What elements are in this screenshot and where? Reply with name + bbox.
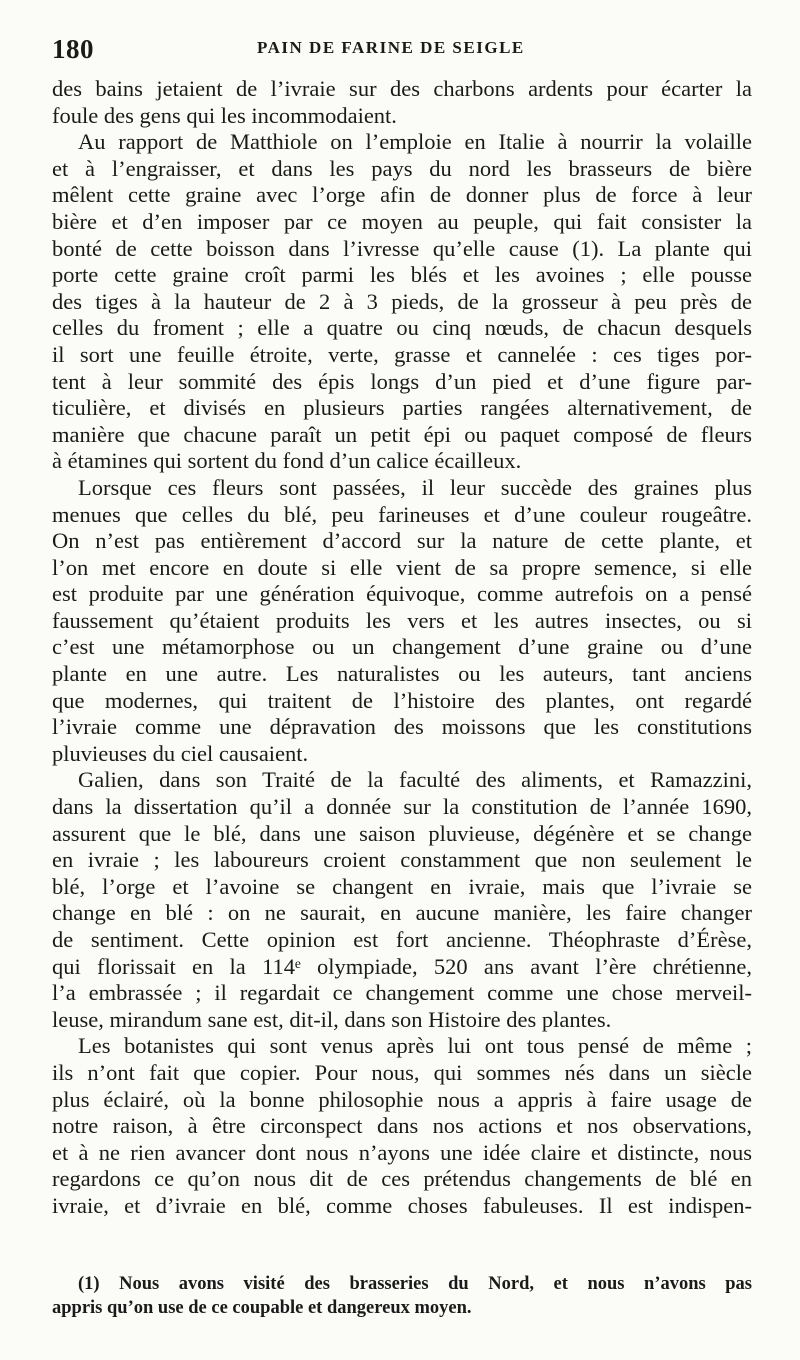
text-line: blé, l’orge et l’avoine se changent en ivraie, mais que l’ivraie se <box>52 873 752 899</box>
text-line: dans la dissertation qu’il a donnée sur la constitution de l’année 1690, <box>52 794 752 820</box>
text-line: porte cette graine croît parmi les blés et les avoines ; elle pousse <box>52 262 752 288</box>
text-line: On n’est pas entièrement d’accord sur la nature de cette plante, et <box>52 528 752 554</box>
text-line: de sentiment. Cette opinion est fort ancienne. Théophraste d’Érèse, <box>52 927 752 952</box>
text-line: c’est une métamorphose ou un changement d’une graine ou d’une <box>52 634 752 660</box>
body-text <box>52 76 752 1220</box>
text-line: mêlent cette graine avec l’orge afin de donner plus de force à leur <box>52 182 752 208</box>
text-line: à étamines qui sortent du fond d’un calice écailleux. <box>52 448 522 474</box>
text-line: Galien, dans son Traité de la faculté des aliments, et Ramazzini, <box>78 767 752 793</box>
text-line: assurent que le blé, dans une saison pluvieuse, dégénère et se change <box>52 820 752 846</box>
text-line: Lorsque ces fleurs sont passées, il leur succède des graines plus <box>78 474 752 500</box>
footnote-line: (1) Nous avons visité des brasseries du Nord, et nous n’avons pas <box>78 1274 752 1294</box>
text-line: des tiges à la hauteur de 2 à 3 pieds, de la grosseur à peu près de <box>52 288 752 314</box>
text-line: est produite par une génération équivoque, comme autrefois on a pensé <box>52 581 752 607</box>
text-line: leuse, mirandum sane est, dit-il, dans son Histoire des plantes. <box>52 1006 612 1032</box>
text-line: et à l’engraisser, et dans les pays du nord les brasseurs de bière <box>52 155 752 181</box>
text-line: que modernes, qui traitent de l’histoire des plantes, ont regardé <box>52 687 752 713</box>
text-line: tent à leur sommité des épis longs d’un pied et d’une figure par- <box>52 368 752 394</box>
page-number: 180 <box>52 34 94 64</box>
footnotes <box>52 1272 752 1320</box>
text-line: plante en une autre. Les naturalistes ou les auteurs, tant anciens <box>52 661 752 687</box>
text-line: menues que celles du blé, peu farineuses et d’une couleur rougeâtre. <box>52 501 752 527</box>
text-line: Au rapport de Matthiole on l’emploie en Italie à nourrir la volaille <box>78 129 752 155</box>
text-line: l’ivraie comme une dépravation des moissons que les constitutions <box>52 714 752 740</box>
text-line: ils n’ont fait que copier. Pour nous, qui sommes nés dans un siècle <box>52 1059 752 1085</box>
text-line: plus éclairé, où la bonne philosophie nous a appris à faire usage de <box>52 1086 752 1112</box>
text-line: pluvieuses du ciel causaient. <box>52 740 309 766</box>
text-line: regardons ce qu’on nous dit de ces prétendus changements de blé en <box>52 1166 752 1192</box>
text-line: en ivraie ; les laboureurs croient constamment que non seulement le <box>52 847 752 873</box>
text-line: qui florissait en la 114ᵉ olympiade, 520 ans avant l’ère chrétienne, <box>52 953 752 979</box>
text-line: faussement qu’étaient produits les vers et les autres insectes, ou si <box>52 607 752 633</box>
text-line: l’a embrassée ; il regardait ce changement comme une chose merveil- <box>52 980 752 1006</box>
text-line: notre raison, à être circonspect dans nos actions et nos observations, <box>52 1113 752 1139</box>
text-line: manière que chacune paraît un petit épi ou paquet composé de fleurs <box>52 421 752 447</box>
text-line: ticulière, et divisés en plusieurs parties rangées alternativement, de <box>52 395 752 421</box>
footnote-line: appris qu’on use de ce coupable et dangereux moyen. <box>52 1298 472 1318</box>
running-head <box>52 34 752 64</box>
text-line: foule des gens qui les incommodaient. <box>52 102 397 128</box>
text-line: Les botanistes qui sont venus après lui ont tous pensé de même ; <box>78 1033 752 1059</box>
text-line: celles du froment ; elle a quatre ou cinq nœuds, de chacun desquels <box>52 315 752 341</box>
text-line: il sort une feuille étroite, verte, grasse et cannelée : ces tiges por- <box>52 341 752 367</box>
text-line: et à ne rien avancer dont nous n’ayons une idée claire et distincte, nous <box>52 1139 752 1165</box>
text-line: des bains jetaient de l’ivraie sur des charbons ardents pour écarter la <box>52 76 752 101</box>
text-line: ivraie, et d’ivraie en blé, comme choses fabuleuses. Il est indispen- <box>52 1192 752 1218</box>
text-line: bonté de cette boisson dans l’ivresse qu’elle cause (1). La plante qui <box>52 235 752 261</box>
text-line: bière et d’en imposer par ce moyen au peuple, qui fait consister la <box>52 208 752 234</box>
text-line: l’on met encore en doute si elle vient de sa propre semence, si elle <box>52 554 752 580</box>
text-line: change en blé : on ne saurait, en aucune manière, les faire changer <box>52 900 752 926</box>
running-title: PAIN DE FARINE DE SEIGLE <box>257 38 525 57</box>
